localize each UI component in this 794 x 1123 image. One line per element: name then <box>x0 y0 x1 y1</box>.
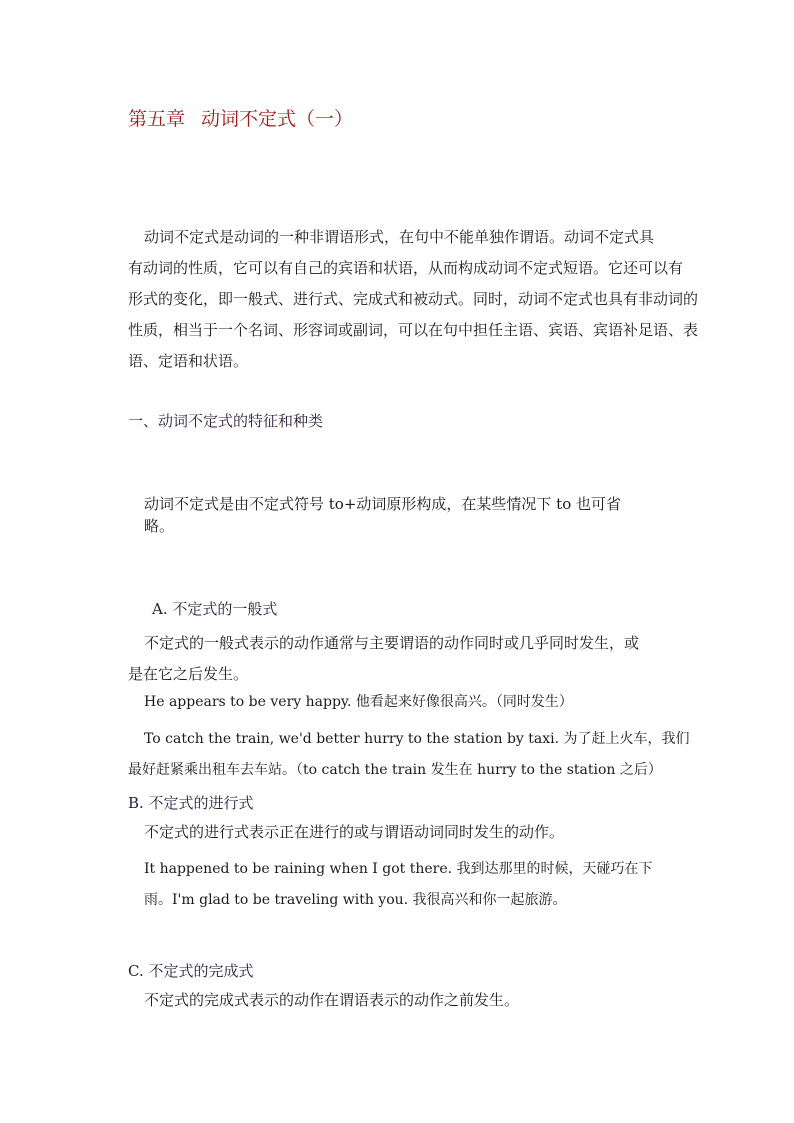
intro-line: 形式的变化，即一般式、进行式、完成式和被动式。同时，动词不定式也具有非动词的 <box>128 290 699 308</box>
section-line: 略。 <box>144 517 175 535</box>
subsection-a-desc: 是在它之后发生。 <box>128 665 249 683</box>
example-sentence: He appears to be very happy. 他看起来好像很高兴。（同时发生） <box>144 694 573 710</box>
section-heading: 一、动词不定式的特征和种类 <box>128 412 324 430</box>
subsection-b-heading: B. 不定式的进行式 <box>128 794 254 812</box>
subsection-c-heading: C. 不定式的完成式 <box>128 962 254 980</box>
example-sentence: 雨。I'm glad to be traveling with you. 我很高兴和你一起旅游。 <box>144 892 567 908</box>
subsection-c-desc: 不定式的完成式表示的动作在谓语表示的动作之前发生。 <box>144 991 520 1009</box>
example-sentence: It happened to be raining when I got there. 我到达那里的时候，天碰巧在下 <box>144 861 653 877</box>
chapter-name: 动词不定式（一） <box>201 108 354 130</box>
example-sentence: 最好赶紧乘出租车去车站。（to catch the train 发生在 hurry to the station 之后） <box>128 762 662 778</box>
example-sentence: To catch the train, we'd better hurry to the station by taxi. 为了赶上火车，我们 <box>144 731 690 747</box>
intro-line: 动词不定式是动词的一种非谓语形式，在句中不能单独作谓语。动词不定式具 <box>144 228 655 246</box>
subsection-a-desc: 不定式的一般式表示的动作通常与主要谓语的动作同时或几乎同时发生，或 <box>144 634 640 652</box>
chapter-number: 第五章 <box>128 108 186 130</box>
intro-line: 语、定语和状语。 <box>128 352 249 370</box>
intro-line: 性质，相当于一个名词、形容词或副词，可以在句中担任主语、宾语、宾语补足语、表 <box>128 321 699 339</box>
subsection-b-desc: 不定式的进行式表示正在进行的或与谓语动词同时发生的动作。 <box>144 823 565 841</box>
subsection-a-heading: A. 不定式的一般式 <box>152 600 278 618</box>
section-line: 动词不定式是由不定式符号 to+动词原形构成，在某些情况下 to 也可省 <box>144 495 621 513</box>
intro-line: 有动词的性质，它可以有自己的宾语和状语，从而构成动词不定式短语。它还可以有 <box>128 259 684 277</box>
page-title <box>128 104 353 131</box>
